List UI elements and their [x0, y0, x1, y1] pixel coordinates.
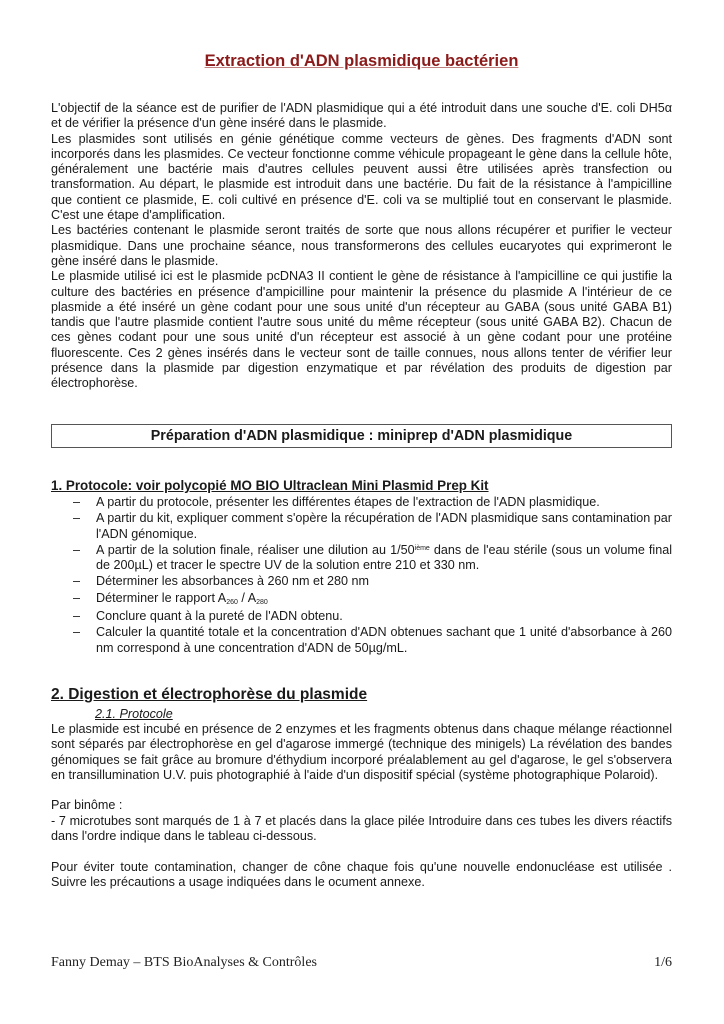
dash-bullet: – [73, 495, 81, 509]
list-item: – A partir du kit, expliquer comment s'opère la récupération de l'ADN plasmidique sans contamination par l'ADN génomique. [73, 511, 672, 541]
paragraph: Le plasmide est incubé en présence de 2 enzymes et les fragments obtenus dans chaque mélange réactionnel sont séparés par électrophorèse en gel d'agarose immergé (technique des minigels) La révélation des bandes génomiques se fait grâce au bromure d'éthydium incorporé préalablement au gel d'agarose, le gel s'observera en transillumination U.V. puis photographié à l'aide d'un dispositif spécial (système photographique Polaroid). [51, 722, 672, 782]
section2-body [51, 722, 672, 890]
paragraph: - 7 microtubes sont marqués de 1 à 7 et placés dans la glace pilée Introduire dans ces tubes les divers réactifs dans l'ordre indique dans le tableau ci-dessous. [51, 813, 672, 844]
protocol-list [51, 495, 672, 657]
dash-bullet: – [73, 590, 81, 605]
page-footer [51, 955, 672, 971]
list-item: – A partir du protocole, présenter les différentes étapes de l'extraction de l'ADN plasmidique. [73, 495, 600, 509]
dash-bullet: – [73, 574, 81, 589]
boxed-heading: Préparation d'ADN plasmidique : miniprep d'ADN plasmidique [51, 424, 672, 448]
intro-paragraph: L'objectif de la séance est de purifier de l'ADN plasmidique qui a été introduit dans une souche d'E. coli DH5α et de vérifier la présence d'un gène inséré dans le plasmide. [51, 101, 672, 131]
paragraph: Par binôme : [51, 798, 123, 813]
list-item: – Déterminer les absorbances à 260 nm et 280 nm [73, 574, 370, 589]
list-item: – Déterminer le rapport $A_{260} / A_{280}$ [73, 590, 268, 606]
section2-heading: 2. Digestion et électrophorèse du plasmide [51, 686, 368, 703]
intro-paragraph: Les bactéries contenant le plasmide seront traités de sorte que nous allons récupérer et purifier le vecteur plasmidique. Dans une prochaine séance, nous transformerons des cellules eucaryotes qui exprimeront le gène inséré dans le plasmide. [51, 223, 672, 268]
list-item: – Conclure quant à la pureté de l'ADN obtenu. [73, 609, 343, 624]
list-item: – A partir de la solution finale, réaliser une dilution au 1/50ième dans de l'eau stérile (sous un volume final de 200µL) et tracer le spectre UV de la solution entre 210 et 330 nm. [73, 542, 672, 573]
page-number: 1/6 [654, 955, 672, 970]
section1-heading: 1. Protocole: voir polycopié MO BIO Ultraclean Mini Plasmid Prep Kit [51, 478, 489, 493]
paragraph: Pour éviter toute contamination, changer de cône chaque fois qu'une nouvelle endonucléase est utilisée . Suivre les précautions a usage indiquées dans le ocument annexe. [51, 859, 672, 889]
document-title: Extraction d'ADN plasmidique bactérien [204, 52, 519, 70]
dash-bullet: – [73, 609, 81, 624]
intro-paragraph: Le plasmide utilisé ici est le plasmide pcDNA3 II contient le gène de résistance à l'ampicilline ce qui justifie la culture des bactéries en présence d'ampicilline pour maintenir la présence du plasmide A l'intérieur de ce plasmide a été inséré un gène codant pour une sous unité d'un récepteur au GABA (sous unité GABA B1) tandis que l'autre plasmide contient l'autre sous unité du même récepteur (sous unité GABA B2). Chacun de ces gènes codant pour une sous unité d'un récepteur est associé à un gène codant pour une protéine fluorescente. Ces 2 gènes insérés dans le vecteur sont de taille connues, nous allons tenter de vérifier leur présence dans la plasmide par digestion enzymatique et par révélation des produits de digestion par électrophorèse. [51, 269, 672, 391]
dash-bullet: – [73, 542, 81, 557]
dash-bullet: – [73, 511, 81, 526]
list-item: – Calculer la quantité totale et la concentration d'ADN obtenues sachant que 1 unité d'absorbance à 260 nm correspond à une concentration d'ADN de 50µg/mL. [73, 625, 672, 655]
footer-author: Fanny Demay – BTS BioAnalyses & Contrôles [51, 955, 317, 970]
section2-subheading: 2.1. Protocole [95, 707, 173, 721]
intro-section [51, 101, 672, 392]
dash-bullet: – [73, 625, 81, 640]
intro-paragraph: Les plasmides sont utilisés en génie génétique comme vecteurs de gènes. Des fragments d'ADN sont incorporés dans les plasmides. Ce vecteur fonctionne comme véhicule propageant le gène dans la cellule hôte, généralement une bactérie mais d'autres cellules peuvent aussi être utilisées après transfection ou transformation. Au départ, le plasmide est introduit dans une bactérie. Du fait de la résistance à l'ampicilline que contient ce plasmide, E. coli cultivé en présence d'E. coli va se multiplié tout en conservant le plasmide. C'est une étape d'amplification. [51, 131, 672, 223]
